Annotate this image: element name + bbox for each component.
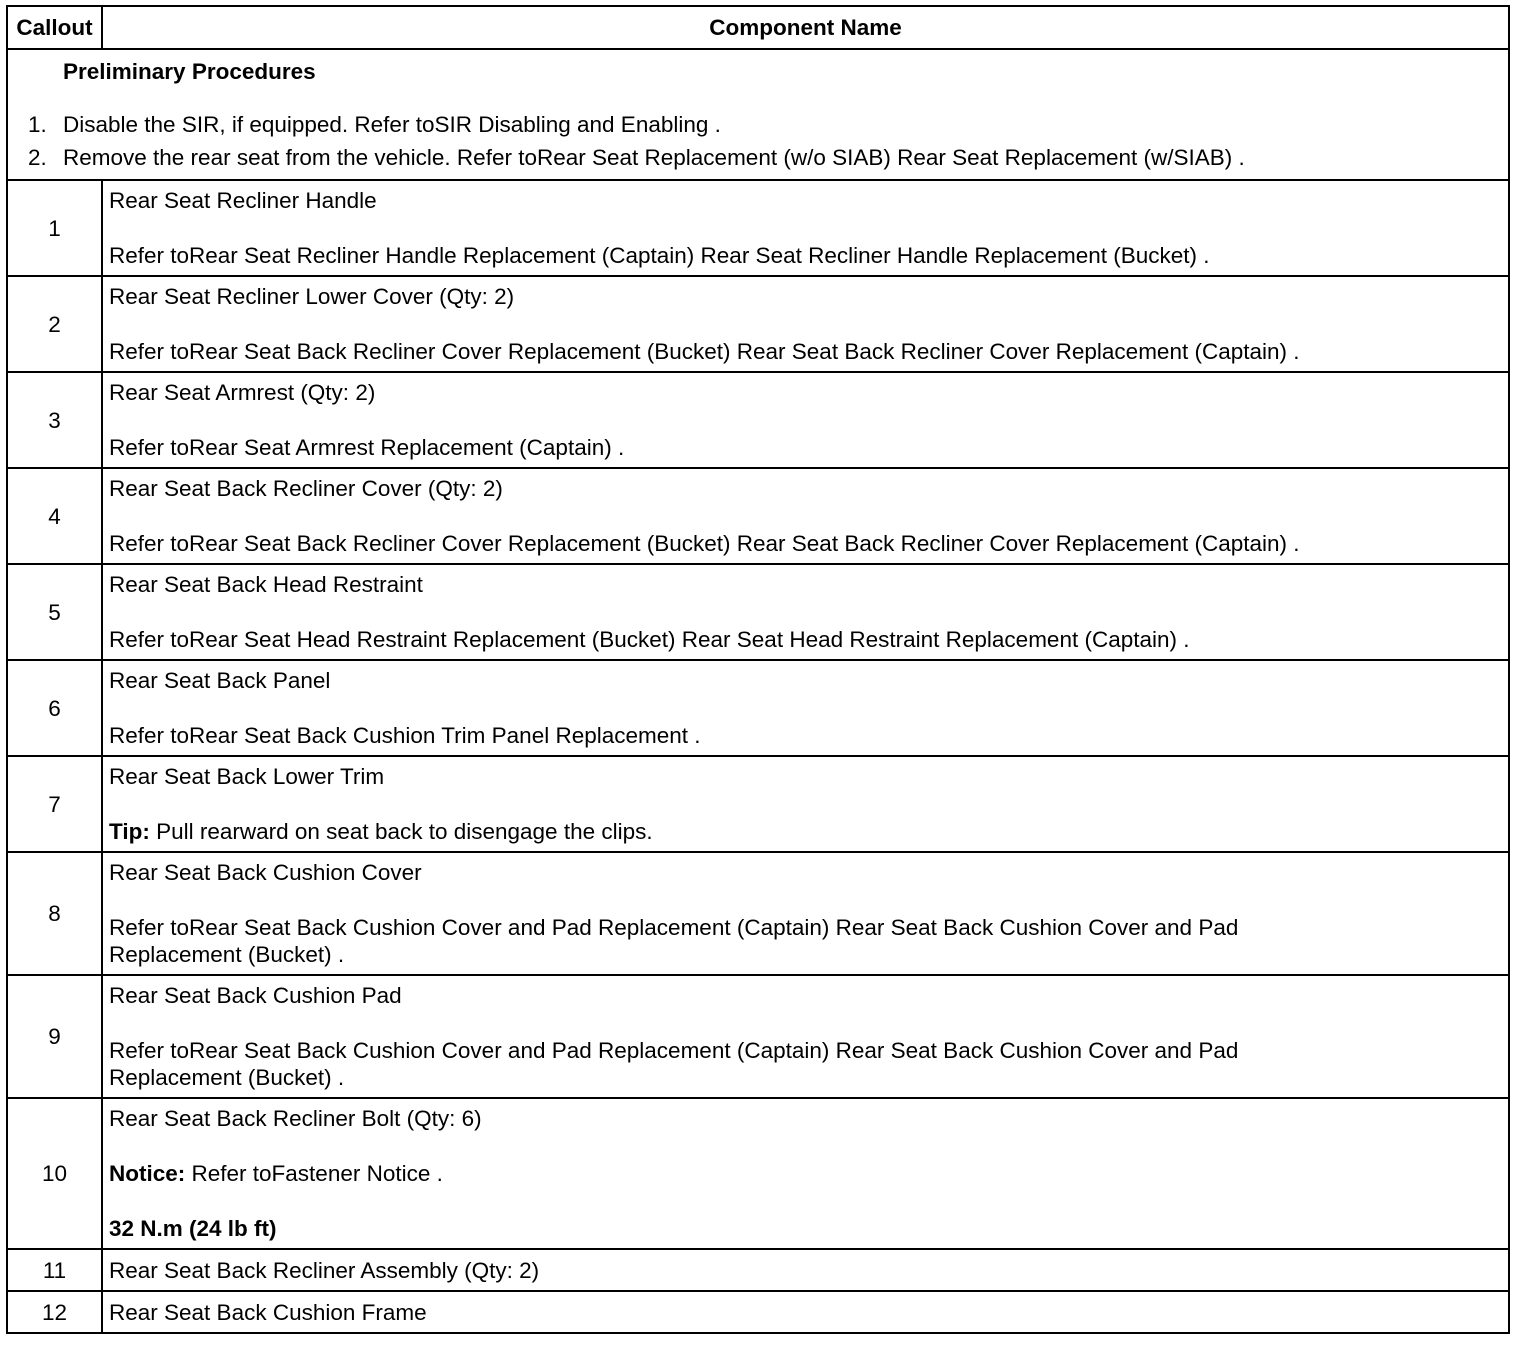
service-document — [6, 5, 1508, 1334]
callout-number: 2 — [7, 276, 102, 372]
component-cell — [102, 180, 1509, 276]
reference-note: Refer toRear Seat Armrest Replacement (Captain) . — [109, 435, 625, 460]
component-name: Rear Seat Recliner Lower Cover (Qty: 2) — [109, 284, 515, 309]
table-row — [7, 1249, 1509, 1291]
preliminary-step — [8, 111, 1500, 138]
table-row — [7, 1291, 1509, 1333]
preliminary-procedures-row — [7, 49, 1509, 180]
tip-label: Tip: — [109, 819, 150, 844]
component-cell — [102, 660, 1509, 756]
component-name-column-header: Component Name — [102, 6, 1509, 49]
table-row — [7, 852, 1509, 975]
notice-label: Notice: — [109, 1161, 186, 1186]
reference-note: Refer toRear Seat Back Recliner Cover Replacement (Bucket) Rear Seat Back Recliner Cover Replacement (Captain) . — [109, 339, 1300, 364]
table-row — [7, 1098, 1509, 1249]
torque-value: 32 N.m (24 lb ft) — [109, 1216, 277, 1241]
callout-number: 10 — [7, 1098, 102, 1249]
component-name: Rear Seat Recliner Handle — [109, 188, 377, 213]
component-name: Rear Seat Back Head Restraint — [109, 572, 423, 597]
callout-number: 9 — [7, 975, 102, 1098]
callout-number: 7 — [7, 756, 102, 852]
component-table — [6, 5, 1510, 1334]
table-header-row — [7, 6, 1509, 49]
component-name: Rear Seat Back Panel — [109, 668, 331, 693]
component-cell — [102, 564, 1509, 660]
preliminary-procedures-cell — [7, 49, 1509, 180]
preliminary-steps-list — [8, 111, 1500, 171]
component-name: Rear Seat Back Recliner Assembly (Qty: 2) — [109, 1258, 540, 1283]
reference-note: Refer toRear Seat Back Cushion Cover and Pad Replacement (Captain) Rear Seat Back Cushion Cover and Pad Replacement (Bucket) . — [109, 1038, 1239, 1090]
callout-number: 12 — [7, 1291, 102, 1333]
component-name: Rear Seat Armrest (Qty: 2) — [109, 380, 376, 405]
preliminary-procedures-title: Preliminary Procedures — [63, 59, 316, 84]
table-row — [7, 276, 1509, 372]
component-cell — [102, 1291, 1509, 1333]
callout-column-header: Callout — [7, 6, 102, 49]
callout-number: 5 — [7, 564, 102, 660]
component-name: Rear Seat Back Cushion Frame — [109, 1300, 427, 1325]
reference-note: Refer toRear Seat Back Recliner Cover Replacement (Bucket) Rear Seat Back Recliner Cover Replacement (Captain) . — [109, 531, 1300, 556]
component-cell — [102, 1098, 1509, 1249]
step-number: 2. — [28, 145, 47, 170]
callout-number: 4 — [7, 468, 102, 564]
reference-note: Refer toRear Seat Head Restraint Replacement (Bucket) Rear Seat Head Restraint Replacement (Captain) . — [109, 627, 1190, 652]
step-text: Disable the SIR, if equipped. Refer toSIR Disabling and Enabling . — [63, 112, 721, 137]
component-cell — [102, 756, 1509, 852]
callout-number: 3 — [7, 372, 102, 468]
component-name: Rear Seat Back Lower Trim — [109, 764, 385, 789]
reference-note: Refer toRear Seat Back Cushion Cover and Pad Replacement (Captain) Rear Seat Back Cushion Cover and Pad Replacement (Bucket) . — [109, 915, 1239, 967]
step-number: 1. — [28, 112, 47, 137]
table-row — [7, 180, 1509, 276]
component-cell — [102, 372, 1509, 468]
callout-number: 8 — [7, 852, 102, 975]
component-cell — [102, 276, 1509, 372]
table-row — [7, 975, 1509, 1098]
reference-note: Refer toRear Seat Back Cushion Trim Panel Replacement . — [109, 723, 701, 748]
component-name: Rear Seat Back Cushion Cover — [109, 860, 422, 885]
callout-number: 1 — [7, 180, 102, 276]
table-row — [7, 372, 1509, 468]
component-name: Rear Seat Back Recliner Bolt (Qty: 6) — [109, 1106, 482, 1131]
component-cell — [102, 852, 1509, 975]
table-row — [7, 564, 1509, 660]
component-cell — [102, 468, 1509, 564]
reference-note: Refer toRear Seat Recliner Handle Replacement (Captain) Rear Seat Recliner Handle Replacement (Bucket) . — [109, 243, 1210, 268]
callout-number: 11 — [7, 1249, 102, 1291]
component-name: Rear Seat Back Cushion Pad — [109, 983, 402, 1008]
table-row — [7, 468, 1509, 564]
preliminary-step — [8, 144, 1500, 171]
torque-spec — [109, 1215, 1500, 1242]
tip-text: Pull rearward on seat back to disengage the clips. — [149, 819, 653, 844]
component-name: Rear Seat Back Recliner Cover (Qty: 2) — [109, 476, 503, 501]
component-cell — [102, 975, 1509, 1098]
callout-number: 6 — [7, 660, 102, 756]
notice-note — [109, 1160, 1500, 1187]
notice-text: Refer toFastener Notice . — [185, 1161, 443, 1186]
table-row — [7, 756, 1509, 852]
step-text: Remove the rear seat from the vehicle. Refer toRear Seat Replacement (w/o SIAB) Rear Seat Replacement (w/SIAB) . — [63, 145, 1245, 170]
component-cell — [102, 1249, 1509, 1291]
table-row — [7, 660, 1509, 756]
tip-note — [109, 818, 1500, 845]
